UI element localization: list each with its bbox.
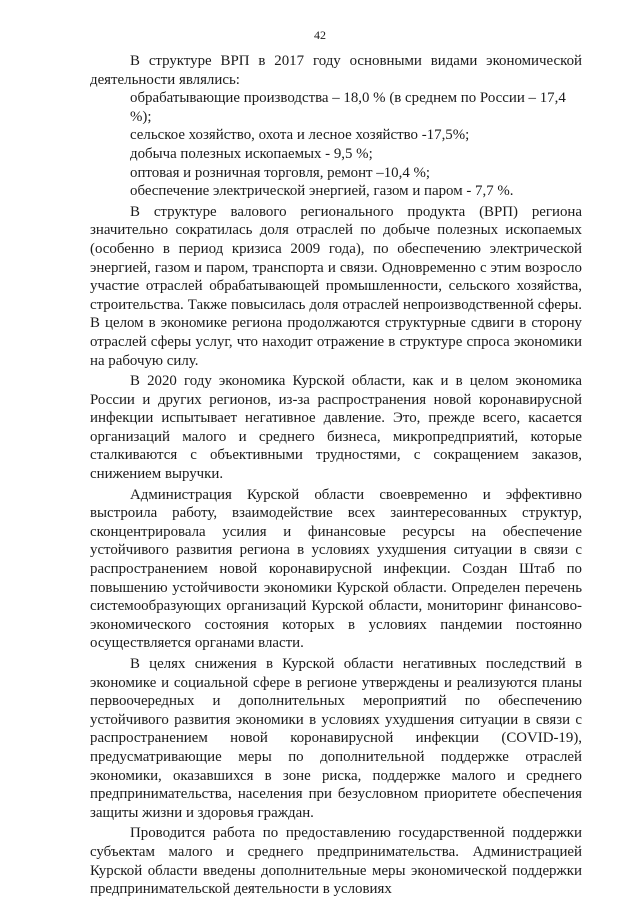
paragraph-measures: В целях снижения в Курской области негативных последствий в экономике и социальной сфере в регионе утверждены и реализуются планы первоочередных и дополнительных мероприятий по обеспечению устойчивого развития экономики в условиях ухудшения ситуации в связи с распространением новой коронавирусной инфекции (COVID-19), предусматривающие меры по дополнительной поддержке отраслей экономики, оказавшихся в зоне риска, поддержке малого и среднего предпринимательства, населения при безусловном приоритете обеспечения защиты жизни и здоровья граждан. (90, 656, 582, 821)
paragraph-intro: В структуре ВРП в 2017 году основными видами экономической деятельности являлись: (90, 53, 582, 88)
paragraph-administration: Администрация Курской области своевременно и эффективно выстроила работу, взаимодействие всех заинтересованных структур, сконцентрировала усилия и финансовые ресурсы на обеспечение устойчивого развития региона в условиях ухудшения ситуации в связи с распространением новой коронавирусной инфекции. Создан Штаб по повышению устойчивости экономики Курской области. Определен перечень системообразующих организаций Курской области, мониторинг финансово-экономического состояния которых в условиях пандемии постоянно осуществляется органами власти. (90, 486, 582, 652)
paragraph-support: Проводится работа по предоставлению государственной поддержки субъектам малого и среднего предпринимательства. Администрацией Курской области введены дополнительные меры экономической поддержки предпринимательской деятельности в условиях (90, 825, 582, 898)
page-body (90, 52, 582, 899)
list-item: оптовая и розничная торговля, ремонт –10,4 %; (130, 164, 431, 181)
list-item: обеспечение электрической энергией, газом и паром - 7,7 %. (130, 183, 514, 200)
list-item: обрабатывающие производства – 18,0 % (в среднем по России – 17,4 %); (130, 90, 566, 125)
paragraph-vrp-structure: В структуре валового регионального продукта (ВРП) региона значительно сократилась доля отраслей по добыче полезных ископаемых (особенно в период кризиса 2009 года), по обеспечению электрической энергией, газом и паром, транспорта и связи. Одновременно с этим возросло участие отраслей обрабатывающей промышленности, сельского хозяйства, строительства. Также повысилась доля отраслей непроизводственной сферы. В целом в экономике региона продолжаются структурные сдвиги в сторону отраслей сферы услуг, что находит отражение в структуре спроса экономики на рабочую силу. (90, 203, 582, 369)
paragraph-economy-2020: В 2020 году экономика Курской области, как и в целом экономика России и других регионов, из-за распространения новой коронавирусной инфекции испытывает негативное давление. Это, прежде всего, касается организаций малого и среднего бизнеса, микропредприятий, которые сталкиваются с объективными трудностями, с сокращением заказов, снижением выручки. (90, 373, 582, 483)
list-item: сельское хозяйство, охота и лесное хозяйство -17,5%; (130, 127, 470, 144)
page-number: 42 (314, 28, 326, 42)
list-item: добыча полезных ископаемых - 9,5 %; (130, 145, 373, 162)
